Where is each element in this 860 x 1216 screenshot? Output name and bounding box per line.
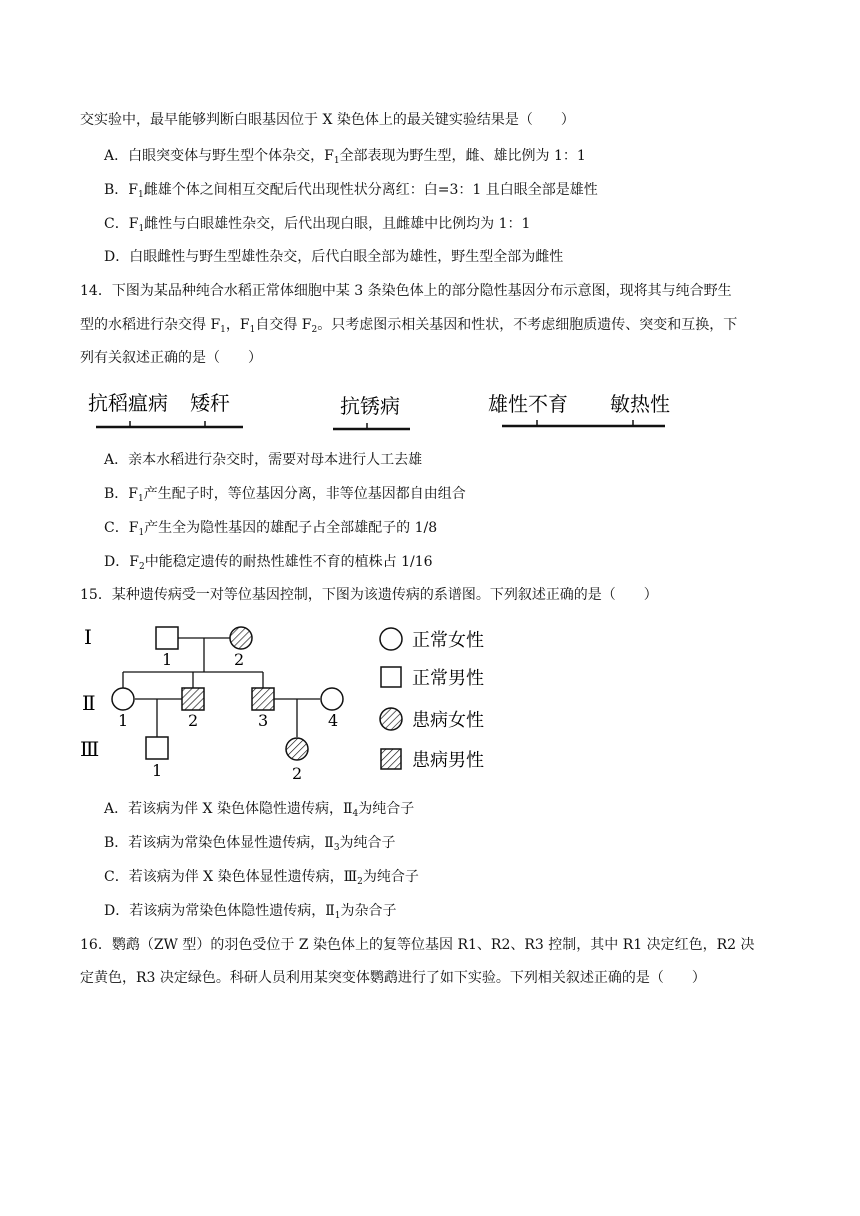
q15-option-a: A．若该病为伴 X 染色体隐性遗传病，$Ⅱ_4$为纯合子	[104, 801, 415, 819]
pedigree-I1-normal-male	[156, 627, 178, 649]
pedigree-II2-affected-male	[182, 688, 204, 710]
q14-option-a: A．亲本水稻进行杂交时，需要对母本进行人工去雄	[104, 452, 423, 468]
pedigree-II3-affected-male	[252, 688, 274, 710]
pedigree-III1-normal-male	[146, 737, 168, 759]
generation-label-3: Ⅲ	[80, 737, 100, 761]
q13-stem: 交实验中，最早能够判断白眼基因位于 X 染色体上的最关键实验结果是（ ）	[80, 112, 575, 128]
q15-option-d: D．若该病为常染色体隐性遗传病，$Ⅱ_1$为杂合子	[104, 903, 397, 921]
pedigree-III2-affected-female	[286, 738, 308, 760]
pedigree-number-II2: 2	[188, 711, 199, 730]
chromosome-3	[488, 392, 670, 426]
pedigree-number-I2: 2	[234, 650, 245, 669]
gene-label-rust-resistance: 抗锈病	[340, 394, 400, 418]
q13-option-b: B．$F_1$雌雄个体之间相互交配后代出现性状分离红：白=3：1 且白眼全部是雄性	[104, 182, 598, 200]
q15-option-c: C．若该病为伴 X 染色体显性遗传病，$Ⅲ_2$为纯合子	[104, 869, 419, 887]
chromosome-gene-diagram	[0, 380, 860, 440]
legend-normal-female-label: 正常女性	[412, 630, 484, 651]
q16-stem-line1: 16．鹦鹉（ZW 型）的羽色受位于 Z 染色体上的复等位基因 R1、R2、R3 控制，其中 R1 决定红色，R2 决	[80, 937, 755, 953]
q14-option-d: D．$F_2$中能稳定遗传的耐热性雄性不育的植株占 1/16	[104, 554, 433, 572]
chromosome-1	[88, 391, 243, 427]
gene-label-male-sterility: 雄性不育	[488, 392, 568, 416]
legend-affected-male-symbol	[381, 749, 401, 769]
q14-stem-line1: 14．下图为某品种纯合水稻正常体细胞中某 3 条染色体上的部分隐性基因分布示意图，现将其与纯合野生	[80, 283, 732, 299]
generation-label-2: Ⅱ	[82, 691, 96, 715]
pedigree-II1-normal-female	[112, 688, 134, 710]
legend-normal-female-symbol	[380, 628, 402, 650]
chromosome-2	[333, 394, 410, 429]
q13-option-d: D．白眼雌性与野生型雄性杂交，后代白眼全部为雄性，野生型全部为雌性	[104, 249, 564, 265]
pedigree-number-I1: 1	[162, 650, 173, 669]
legend-affected-male-label: 患病男性	[412, 750, 484, 771]
q14-option-c: C．$F_1$产生全为隐性基因的雄配子占全部雄配子的 1/8	[104, 520, 438, 538]
gene-label-dwarf: 矮秆	[190, 391, 230, 415]
q14-stem-line3: 列有关叙述正确的是（ ）	[80, 350, 262, 366]
pedigree-number-III2: 2	[292, 764, 303, 783]
q15-stem: 15．某种遗传病受一对等位基因控制，下图为该遗传病的系谱图。下列叙述正确的是（ ）	[80, 587, 658, 603]
q13-option-c: C．$F_1$雌性与白眼雄性杂交，后代出现白眼，且雌雄中比例均为 1：1	[104, 216, 531, 234]
legend-affected-female-label: 患病女性	[412, 710, 484, 731]
q16-stem-line2: 定黄色，R3 决定绿色。科研人员利用某突变体鹦鹉进行了如下实验。下列相关叙述正确的是（ ）	[80, 970, 706, 986]
pedigree-number-III1: 1	[152, 761, 163, 780]
pedigree-number-II3: 3	[258, 711, 269, 730]
legend-affected-female-symbol	[380, 708, 402, 730]
q15-option-b: B．若该病为常染色体显性遗传病，$Ⅱ_3$为纯合子	[104, 835, 396, 853]
pedigree-chart	[70, 612, 510, 792]
pedigree-legend	[380, 628, 484, 771]
gene-label-heat-sensitivity: 敏热性	[610, 392, 670, 416]
pedigree-number-II1: 1	[118, 711, 129, 730]
pedigree-I2-affected-female	[230, 627, 252, 649]
legend-normal-male-symbol	[381, 667, 401, 687]
q14-option-b: B．$F_1$产生配子时，等位基因分离，非等位基因都自由组合	[104, 486, 466, 504]
q14-stem-line2: 型的水稻进行杂交得 $F_1$，$F_1$自交得 $F_2$。只考虑图示相关基因和性状，不考虑细胞质遗传、突变和互换，下	[80, 317, 738, 335]
pedigree-number-II4: 4	[328, 711, 339, 730]
pedigree-II4-normal-female	[321, 688, 343, 710]
q13-option-a: A．白眼突变体与野生型个体杂交，$F_1$全部表现为野生型，雌、雄比例为 1：1	[104, 148, 586, 166]
legend-normal-male-label: 正常男性	[412, 668, 484, 689]
generation-label-1: Ⅰ	[84, 625, 92, 649]
gene-label-blast-resistance: 抗稻瘟病	[88, 391, 168, 415]
